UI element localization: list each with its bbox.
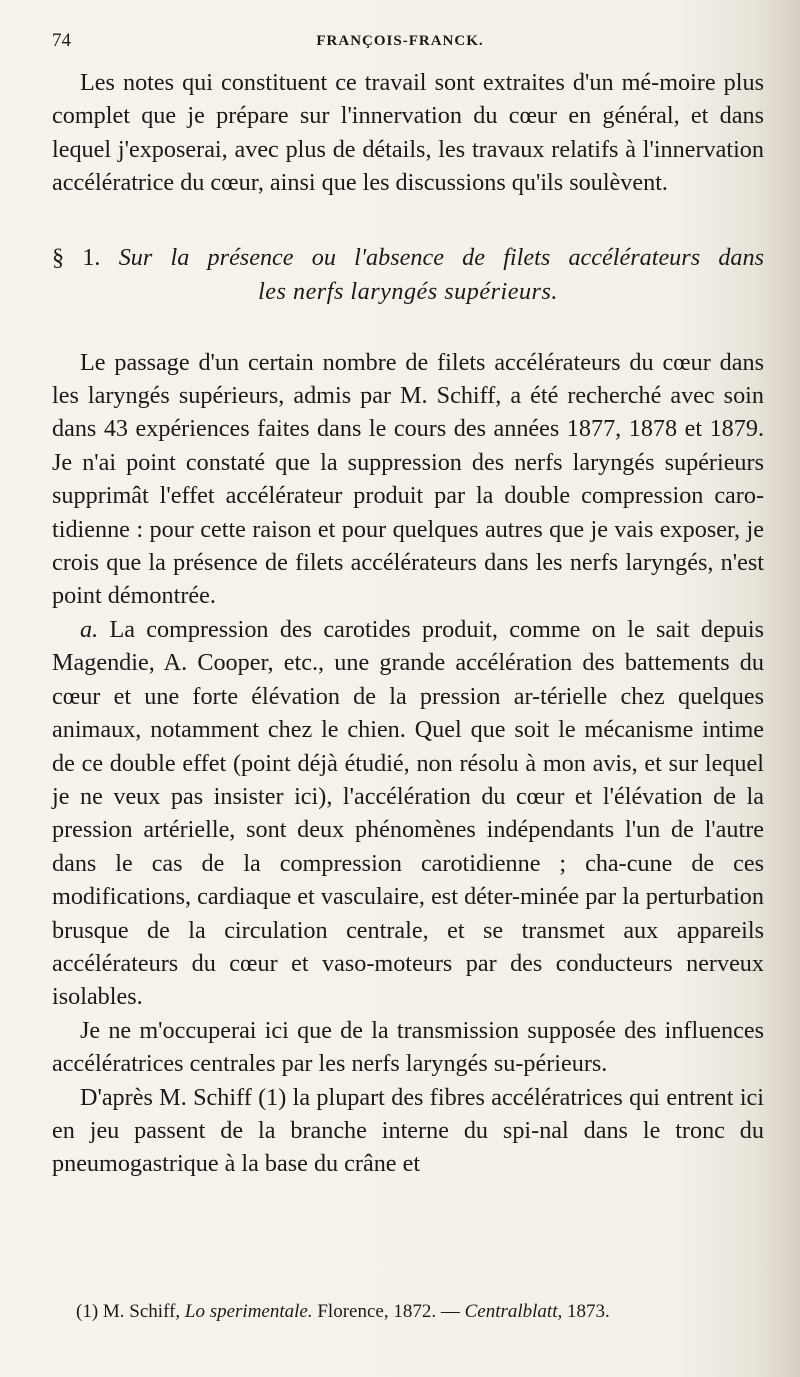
paragraph-3: Je ne m'occuperai ici que de la transmission supposée des influences accélératrices centrales par les nerfs laryngés su-périeurs. [52,1016,764,1078]
item-letter-a: a. [80,615,99,643]
paragraph-4: D'après M. Schiff (1) la plupart des fibres accélératrices qui entrent ici en jeu passent de la branche interne du spi-nal dans le tronc du pneumogastrique à la base du crâne et [52,1083,764,1178]
page-header [52,30,748,58]
footnote-middle: Florence, 1872. — [317,1301,460,1322]
section-sign: § 1. [52,243,101,271]
footnote-marker: (1) [76,1301,99,1322]
paragraph-2 [52,613,764,1014]
section-title-line-2: les nerfs laryngés supérieurs. [258,277,558,305]
footnote-journal-1: Lo sperimentale. [184,1301,313,1322]
footnote-journal-2: Centralblatt, [464,1301,563,1322]
footnote-author: M. Schiff, [102,1301,181,1322]
section-title-text-1: Sur la présence ou l'absence de filets accélérateurs dans [118,243,765,271]
paragraph-2-text: La compression des carotides produit, comme on le sait depuis Magendie, A. Cooper, etc., une grande accélération des battements du cœur et une forte élévation de la pression ar-térielle chez quelques animaux, notamment chez le chien. Quel que soit le mécanisme intime de ce double effet (point déjà étudié, non résolu à mon avis, et sur lequel je ne veux pas insister ici), l'accélération du cœur et l'élévation de la pression artérielle, sont deux phénomènes indépendants l'un de l'autre dans le cas de la compression carotidienne ; cha-cune de ces modifications, cardiaque et vasculaire, est déter-minée par la perturbation brusque de la circulation centrale, et se transmet aux appareils accélérateurs du cœur et vaso-moteurs par des conducteurs nerveux isolables. [52,615,765,1011]
running-head: FRANÇOIS-FRANCK. [316,33,484,49]
body-text [52,66,764,1181]
paragraph-1: Le passage d'un certain nombre de filets accélérateurs du cœur dans les laryngés supérieurs, admis par M. Schiff, a été recherché avec soin dans 43 expériences faites dans le cours des années 1877, 1878 et 1879. Je n'ai point constaté que la suppression des nerfs laryngés supérieurs supprimât l'effet accélérateur produit par la double compression caro-tidienne : pour cette raison et pour quelques autres que je vais exposer, je crois que la présence de filets accélérateurs dans les nerfs laryngés, n'est point démontrée. [52,348,764,610]
intro-paragraph: Les notes qui constituent ce travail sont extraites d'un mé-moire plus complet que je prépare sur l'innervation du cœur en général, et dans lequel j'exposerai, avec plus de détails, les travaux relatifs à l'innervation accélératrice du cœur, ainsi que les discussions qu'ils soulèvent. [52,69,764,197]
page-number: 74 [52,30,71,51]
footnote-year: 1873. [567,1301,610,1322]
section-title-line-1 [52,241,764,275]
footnote [76,1299,764,1325]
section-title [52,241,764,309]
